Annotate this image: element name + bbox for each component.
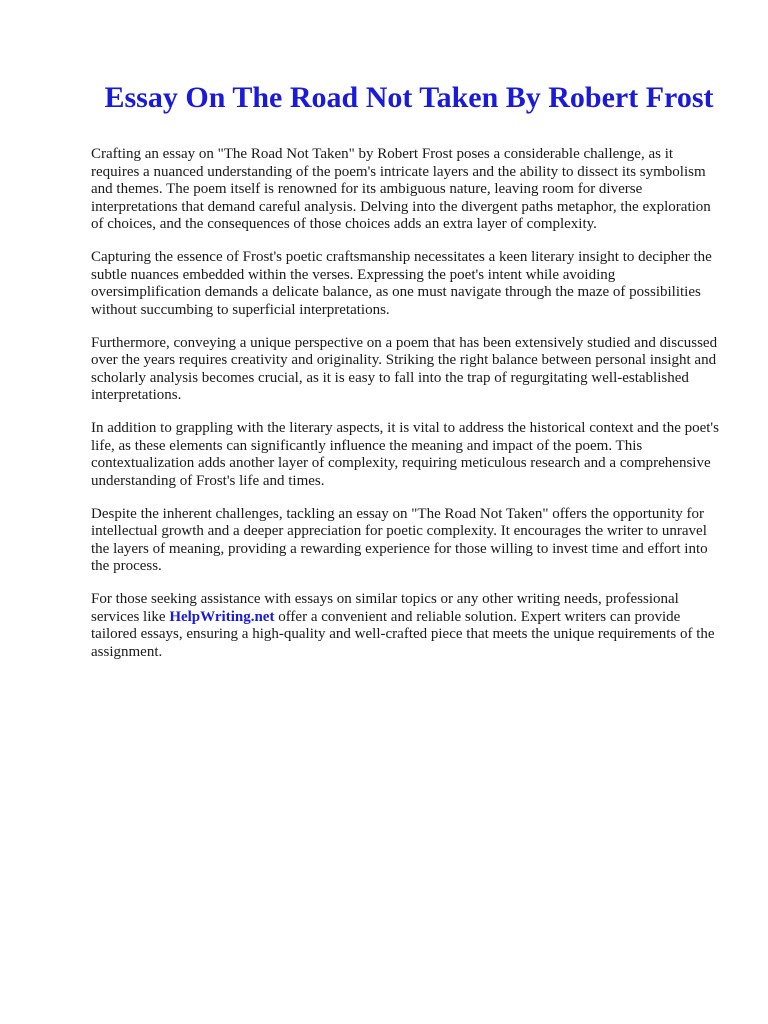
- paragraph-3: Furthermore, conveying a unique perspective on a poem that has been extensively studied and discussed over the years requires creativity and originality. Striking the right balance between personal insight and scholarly analysis becomes crucial, as it is easy to fall into the trap of regurgitating well-established interpretations.: [91, 334, 718, 403]
- essay-body: [91, 146, 723, 677]
- page-title: Essay On The Road Not Taken By Robert Frost: [104, 81, 714, 114]
- paragraph-2: Capturing the essence of Frost's poetic craftsmanship necessitates a keen literary insight to decipher the subtle nuances embedded within the verses. Expressing the poet's intent while avoiding oversimplification demands a delicate balance, as one must navigate through the maze of possibilities without succumbing to superficial interpretations.: [91, 249, 712, 318]
- helpwriting-link[interactable]: HelpWriting.net: [169, 608, 275, 625]
- paragraph-6-before-link: For those seeking assistance with essays on similar topics or any other writing needs, professional services like: [91, 591, 679, 625]
- paragraph-4: In addition to grappling with the literary aspects, it is vital to address the historical context and the poet's life, as these elements can significantly influence the meaning and impact of the poem. This contextualization adds another layer of complexity, requiring meticulous research and a comprehensive understanding of Frost's life and times.: [91, 420, 719, 489]
- paragraph-6-after-link: offer a convenient and reliable solution. Expert writers can provide tailored essays, ensuring a high-quality and well-crafted piece that meets the unique requirements of the assignment.: [91, 608, 715, 660]
- paragraph-6: [91, 591, 723, 661]
- paragraph-1: Crafting an essay on "The Road Not Taken" by Robert Frost poses a considerable challenge, as it requires a nuanced understanding of the poem's intricate layers and the ability to dissect its symbolism and themes. The poem itself is renowned for its ambiguous nature, leaving room for diverse interpretations that demand careful analysis. Delving into the divergent paths metaphor, the exploration of choices, and the consequences of those choices adds an extra layer of complexity.: [91, 146, 711, 232]
- paragraph-5: Despite the inherent challenges, tackling an essay on "The Road Not Taken" offers the opportunity for intellectual growth and a deeper appreciation for poetic complexity. It encourages the writer to unravel the layers of meaning, providing a rewarding experience for those willing to invest time and effort into the process.: [91, 505, 708, 574]
